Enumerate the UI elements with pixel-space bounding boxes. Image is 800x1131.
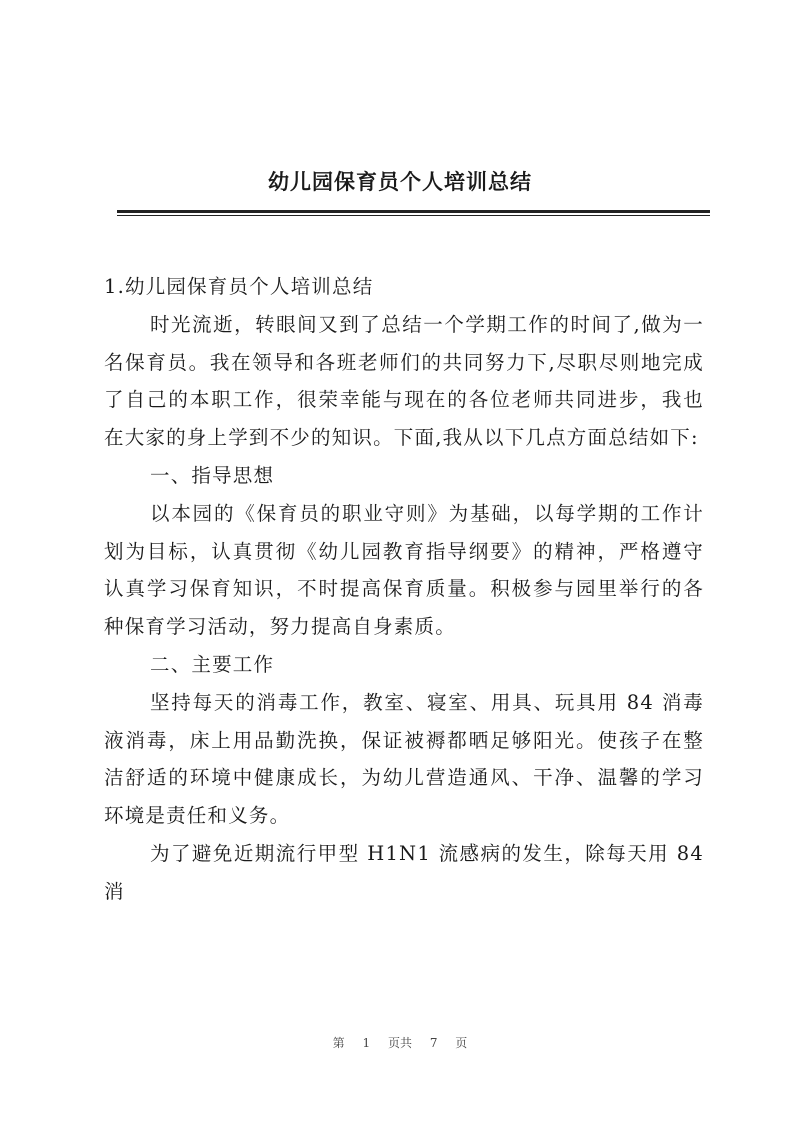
title-underline-thick xyxy=(117,210,710,213)
footer-total-pages: 7 xyxy=(429,1036,438,1050)
subheading-main-work: 二、主要工作 xyxy=(150,652,275,676)
document-title: 幼儿园保育员个人培训总结 xyxy=(268,169,532,194)
page-footer xyxy=(0,1034,800,1051)
title-underline-thin xyxy=(117,215,710,216)
footer-suffix: 页 xyxy=(455,1036,468,1050)
document-body xyxy=(104,268,704,911)
paragraph-guiding-thought: 以本园的《保育员的职业守则》为基础，以每学期的工作计划为目标，认真贯彻《幼儿园教育指导纲要》的精神，严格遵守认真学习保育知识，不时提高保育质量。积极参与园里举行的各种保育学习活动，努力提高自身素质。 xyxy=(104,501,704,639)
paragraph-flu-prevention: 为了避免近期流行甲型 H1N1 流感病的发生，除每天用 84 消 xyxy=(104,841,704,903)
paragraph-intro: 时光流逝，转眼间又到了总结一个学期工作的时间了,做为一名保育员。我在领导和各班老师们的共同努力下,尽职尽则地完成了自己的本职工作，很荣幸能与现在的各位老师共同进步，我也在大家的身上学到不少的知识。下面,我从以下几点方面总结如下: xyxy=(104,312,704,450)
subheading-guiding-thought: 一、指导思想 xyxy=(150,463,275,487)
paragraph-main-work: 坚持每天的消毒工作，教室、寝室、用具、玩具用 84 消毒液消毒，床上用品勤洗换，保证被褥都晒足够阳光。使孩子在整洁舒适的环境中健康成长，为幼儿营造通风、干净、温馨的学习环境是责任和义务。 xyxy=(104,690,704,828)
footer-middle: 页共 xyxy=(387,1036,412,1050)
footer-page-number: 1 xyxy=(362,1036,371,1050)
footer-prefix: 第 xyxy=(332,1036,345,1050)
section-heading: 1.幼儿园保育员个人培训总结 xyxy=(104,275,374,298)
